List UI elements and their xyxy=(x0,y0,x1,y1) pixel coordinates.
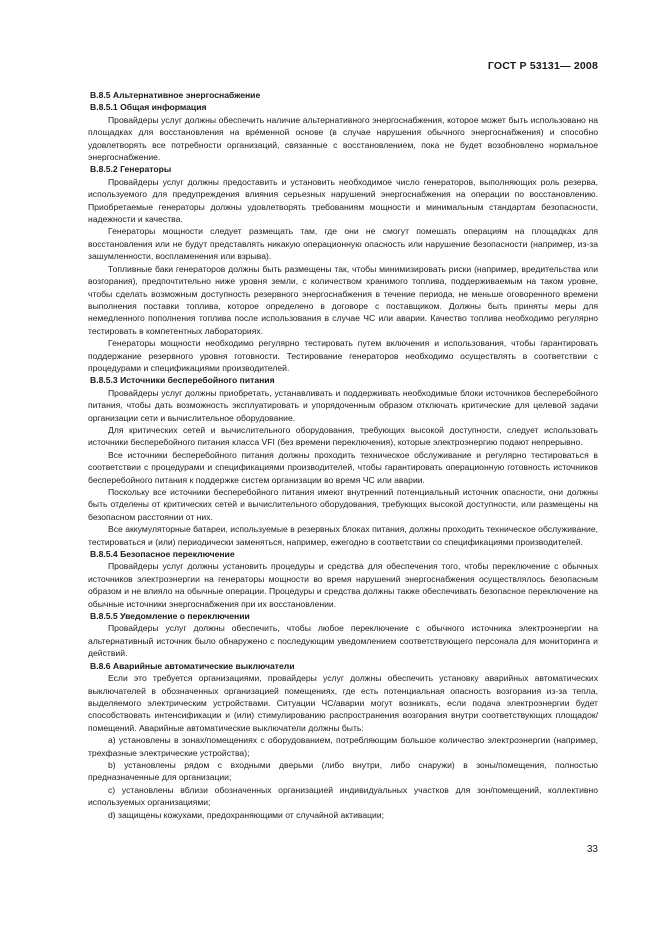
paragraph: b) установлены рядом с входными дверьми (либо внутри, либо снаружи) в зоны/помещения, полностью предназначенные для организации; xyxy=(88,759,598,783)
paragraph: a) установлены в зонах/помещениях с оборудованием, потребляющим большое количество электроэнергии (например, трехфазные электрические устройства); xyxy=(88,735,598,758)
document-body xyxy=(88,89,598,821)
paragraph: Провайдеры услуг должны обеспечить наличие альтернативного энергоснабжения, которое может быть использовано на площадках для восстановления на врéменной основе (в случае нарушения обычного энергоснабжения) и способно удовлетворять все потребности организаций, связанные с восстановлением, пока не будет возобновлено нормальное энергоснабжение. xyxy=(88,114,598,163)
paragraph: Провайдеры услуг должны предоставить и установить необходимое число генераторов, выполняющих роль резерва, используемого для предупреждения влияния серьезных нарушений энергоснабжения на операции по восстановлению. Приобретаемые генераторы должны удовлетворять требованиям мощности и минимальным стандартам безопасности, надежности и качества. xyxy=(88,176,598,225)
paragraph: c) установлены вблизи обозначенных организацией индивидуальных участков для зон/помещений, коллективно используемых организациями; xyxy=(88,784,598,808)
paragraph: Поскольку все источники бесперебойного питания имеют внутренний потенциальный источник опасности, они должны быть отделены от критических сетей и вычислительного оборудования, требующих высокой доступности, или размещены на безопасном расстоянии от них. xyxy=(88,487,598,522)
section-heading: B.8.5.5 Уведомление о переключении xyxy=(90,611,250,622)
paragraph: Топливные баки генераторов должны быть размещены так, чтобы минимизировать риски (например, вредительства или возгорания), предпочтительно ниже уровня земли, с количеством хранимого топлива, поддерживаемым на таком уровне, чтобы сделать возможным доступность резервного энергоснабжения в течение периода, не меньше оговоренного времени выполнения поставки топлива, которое определено в договоре с поставщиком. Должны быть приняты меры для немедленного пополнения топлива после использования в случае ЧС или аварии. Качество топлива необходимо регулярно тестировать в компетентных лабораториях. xyxy=(88,263,598,336)
standard-header: ГОСТ Р 53131— 2008 xyxy=(487,60,598,72)
paragraph: Для критических сетей и вычислительного оборудования, требующих высокой доступности, следует использовать источники бесперебойного питания класса VFI (без времени переключения), которые электроэнергию подают непрерывно. xyxy=(88,424,598,448)
section-heading: B.8.5.1 Общая информация xyxy=(90,102,207,113)
paragraph: Если это требуется организациями, провайдеры услуг должны обеспечить установку аварийных автоматических выключателей в обозначенных организацией помещениях, где есть потенциальная опасность возгорания из-за тепла, выделяемого электрическим устройствами. Ситуации ЧС/аварии могут возникать, если подача электроэнергии будет способствовать интенсификации и (или) стимулированию распространения возгорания внутри соответствующих площадок/помещений. Аварийные автоматические выключатели должны быть: xyxy=(88,673,598,733)
section-heading: B.8.5.2 Генераторы xyxy=(90,164,172,175)
paragraph: Провайдеры услуг должны приобретать, устанавливать и поддерживать необходимые блоки источников бесперебойного питания, чтобы дать возможность эксплуатировать и упорядоченным образом отключать критические для целевой задачи организации сети и вычислительное оборудование. xyxy=(88,387,598,423)
paragraph: Провайдеры услуг должны обеспечить, чтобы любое переключение с обычного источника электроэнергии на альтернативный источник было обнаружено с последующим уведомлением соответствующего персонала для мониторинга и действий. xyxy=(88,623,598,659)
paragraph: Генераторы мощности следует размещать там, где они не смогут помешать операциям на площадках для восстановления или не будут представлять никакую операционную опасность или нарушение безопасности (например, из-за зашумленности, воспламенения или взрыва). xyxy=(88,226,598,262)
paragraph: Провайдеры услуг должны установить процедуры и средства для обеспечения того, чтобы переключение с обычных источников электроэнергии на генераторы мощности во время нарушений энергоснабжения осуществлялось безопасным образом и не влияло на обычные операции. Процедуры и средства должны также обеспечивать безопасное переключение на обычные источники энергоснабжения при их восстановлении. xyxy=(88,561,598,609)
section-heading: B.8.5.4 Безопасное переключение xyxy=(90,549,235,560)
paragraph: Все источники бесперебойного питания должны проходить техническое обслуживание и регулярно тестироваться в соответствии с процедурами и спецификациями производителей, чтобы гарантировать операционную готовность источников бесперебойного питания к поддержке систем организации во время ЧС или аварии. xyxy=(88,449,598,485)
page-number: 33 xyxy=(586,844,598,855)
paragraph: Все аккумуляторные батареи, используемые в резервных блоках питания, должны проходить техническое обслуживание, тестироваться и (или) периодически заменяться, например, ежегодно в соответствии со спецификациями производителей. xyxy=(88,524,598,547)
paragraph: Генераторы мощности необходимо регулярно тестировать путем включения и использования, чтобы гарантировать поддержание резервного уровня готовности. Тестирование генераторов необходимо осуществлять в соответствии с процедурами и спецификациями производителей. xyxy=(88,338,598,373)
paragraph: d) защищены кожухами, предохраняющими от случайной активации; xyxy=(108,809,385,820)
section-heading: B.8.5 Альтернативное энергоснабжение xyxy=(90,90,261,100)
section-heading: B.8.6 Аварийные автоматические выключатели xyxy=(90,660,295,671)
section-heading: B.8.5.3 Источники бесперебойного питания xyxy=(90,375,275,386)
